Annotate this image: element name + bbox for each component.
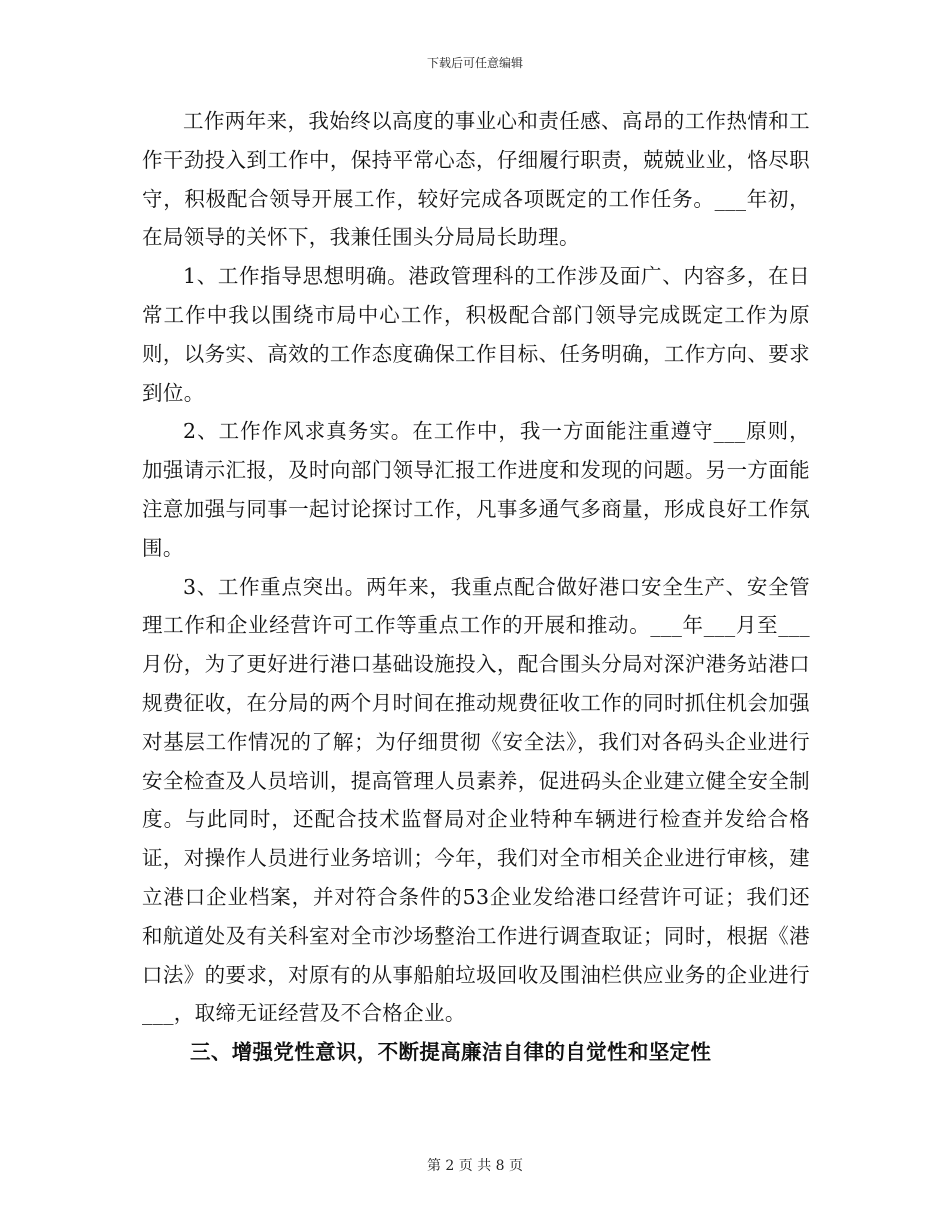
paragraph-item-1: 1、工作指导思想明确。港政管理科的工作涉及面广、内容多，在日常工作中我以围绕市局中心工作，积极配合部门领导完成既定工作为原则，以务实、高效的工作态度确保工作目标、任务明确，工作方向、要求到位。: [142, 264, 810, 405]
paragraph-intro: 工作两年来，我始终以高度的事业心和责任感、高昂的工作热情和工作干劲投入到工作中，保持平常心态，仔细履行职责，兢兢业业，恪尽职守，积极配合领导开展工作，较好完成各项既定的工作任务。___年初，在局领导的关怀下，我兼任围头分局局长助理。: [142, 109, 810, 250]
paragraph-item-2: 2、工作作风求真务实。在工作中，我一方面能注重遵守___原则，加强请示汇报，及时向部门领导汇报工作进度和发现的问题。另一方面能注意加强与同事一起讨论探讨工作，凡事多通气多商量，形成良好工作氛围。: [142, 419, 810, 560]
section-heading: 三、增强党性意识，不断提高廉洁自律的自觉性和坚定性: [190, 1040, 712, 1065]
paragraph-item-3: 3、工作重点突出。两年来，我重点配合做好港口安全生产、安全管理工作和企业经营许可工作等重点工作的开展和推动。___年___月至___月份，为了更好进行港口基础设施投入，配合围头分局对深沪港务站港口规费征收，在分局的两个月时间在推动规费征收工作的同时抓住机会加强对基层工作情况的了解；为仔细贯彻《安全法》，我们对各码头企业进行安全检查及人员培训，提高管理人员素养，促进码头企业建立健全安全制度。与此同时，还配合技术监督局对企业特种车辆进行检查并发给合格证，对操作人员进行业务培训；今年，我们对全市相关企业进行审核，建立港口企业档案，并对符合条件的53企业发给港口经营许可证；我们还和航道处及有关科室对全市沙场整治工作进行调查取证；同时，根据《港口法》的要求，对原有的从事船舶垃圾回收及围油栏供应业务的企业进行___，取缔无证经营及不合格企业。: [142, 574, 810, 1026]
page-footer: 第 2 页 共 8 页: [426, 1158, 524, 1174]
document-body: [142, 102, 810, 1072]
page-header: 下载后可任意编辑: [426, 56, 523, 70]
